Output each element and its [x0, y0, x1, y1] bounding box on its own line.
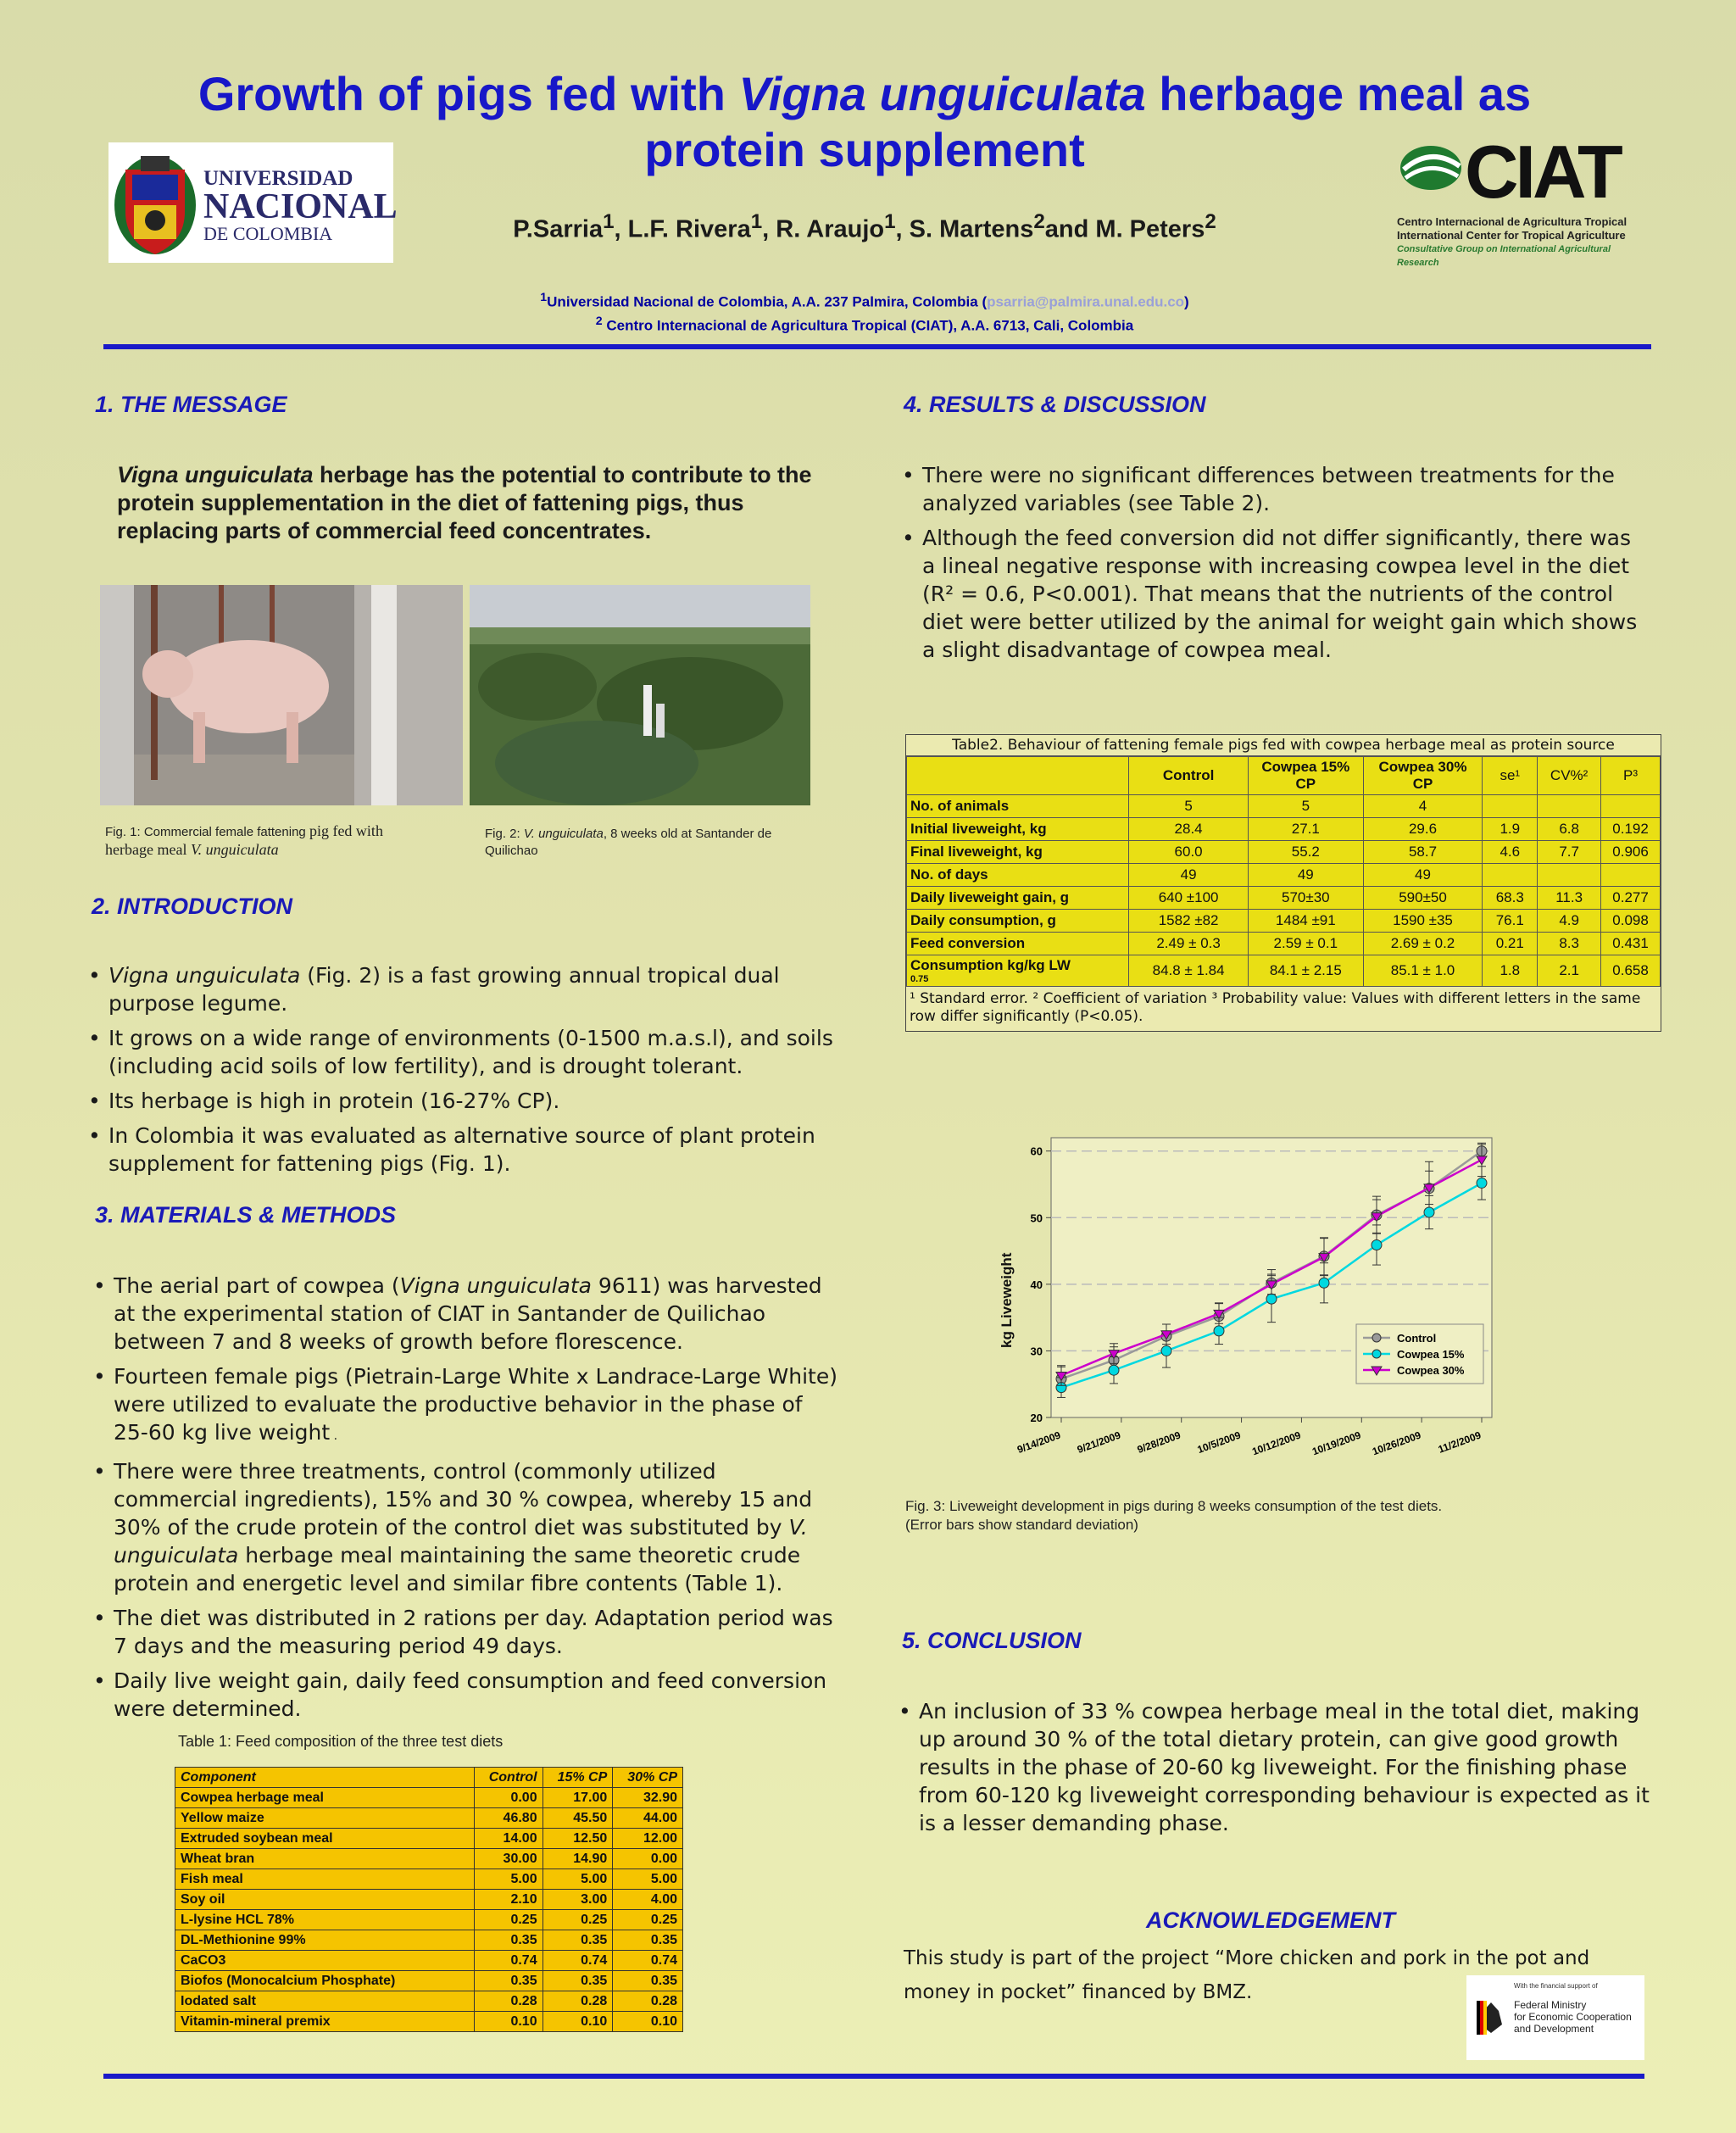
- table-cell: 0.277: [1601, 887, 1661, 910]
- table-cell: 0.10: [542, 2012, 613, 2032]
- table-cell: Daily liveweight gain, g: [907, 887, 1129, 910]
- table-cell: 0.28: [475, 1991, 543, 2012]
- table-header-row: [175, 1768, 683, 1788]
- table-cell: 58.7: [1363, 841, 1483, 864]
- table-cell: 0.74: [613, 1951, 683, 1971]
- table-cell: 49: [1363, 864, 1483, 887]
- table-cell: 11.3: [1538, 887, 1601, 910]
- chart-x-tick-label: 10/19/2009: [1310, 1428, 1363, 1458]
- table-cell: 32.90: [613, 1788, 683, 1808]
- table-cell: 1484 ±91: [1248, 910, 1363, 933]
- table-cell: Vitamin-mineral premix: [175, 2012, 475, 2032]
- table-cell: 0.74: [542, 1951, 613, 1971]
- table2-footnote: ¹ Standard error. ² Coefficient of variation ³ Probability value: Values with different letters in the same row differ significantly (P<0.05).: [910, 990, 1641, 1025]
- table-cell: 0.28: [542, 1991, 613, 2012]
- acknowledgement-heading: ACKNOWLEDGEMENT: [1146, 1907, 1395, 1933]
- table-header-cell: Control: [1129, 757, 1249, 795]
- title-line2: protein supplement: [644, 123, 1085, 176]
- author-name: L.F. Rivera: [627, 215, 751, 243]
- chart-legend-label: Cowpea 30%: [1397, 1364, 1465, 1377]
- table-cell: L-lysine HCL 78%: [175, 1910, 475, 1930]
- table-cell: Final liveweight, kg: [907, 841, 1129, 864]
- table-row: [175, 1991, 683, 2012]
- methods-list: [93, 1272, 839, 1729]
- table-cell: 2.69 ± 0.2: [1363, 933, 1483, 955]
- table-cell: 0.35: [542, 1930, 613, 1951]
- table-cell: No. of days: [907, 864, 1129, 887]
- message-text: Vigna unguiculata herbage has the potential to contribute to the protein supplementation in the diet of fattening pigs, thus replacing parts of commercial feed concentrates.: [117, 462, 812, 543]
- table-row: [907, 841, 1661, 864]
- list-item: • There were three treatments, control (commonly utilized commercial ingredients), 15% and 30 % cowpea, whereby 15 and 30% of the crude protein of the control diet was substituted by V. unguiculata herbage meal maintaining the same theoretic crude protein and energetic level and similar fibre contents (Table 1).: [93, 1457, 839, 1597]
- table-header-cell: 30% CP: [613, 1768, 683, 1788]
- table-cell: 1590 ±35: [1363, 910, 1483, 933]
- author-affiliation-mark: 1: [603, 210, 615, 233]
- author-name: M. Peters: [1095, 215, 1205, 243]
- fig3-caption: Fig. 3: Liveweight development in pigs during 8 weeks consumption of the test diets. (Error bars show standard deviation): [905, 1498, 1443, 1533]
- table-cell: [1601, 795, 1661, 818]
- chart-point: [1214, 1326, 1224, 1336]
- fig2-caption: Fig. 2: V. unguiculata, 8 weeks old at Santander de Quilichao: [485, 827, 772, 858]
- table-cell: Feed conversion: [907, 933, 1129, 955]
- table-cell: Wheat bran: [175, 1849, 475, 1869]
- author-affiliation-mark: 2: [1033, 210, 1045, 233]
- table-cell: 27.1: [1248, 818, 1363, 841]
- table-cell: 1.9: [1483, 818, 1538, 841]
- author-affiliation-mark: 1: [750, 210, 763, 233]
- table-cell: 84.8 ± 1.84: [1129, 955, 1249, 987]
- table-row: [175, 1788, 683, 1808]
- table-cell: Daily consumption, g: [907, 910, 1129, 933]
- footer-divider: [103, 2074, 1644, 2079]
- table-cell: 14.90: [542, 1849, 613, 1869]
- table-cell: 5.00: [475, 1869, 543, 1890]
- table-cell: [1538, 795, 1601, 818]
- chart-x-tick-label: 9/28/2009: [1135, 1428, 1182, 1456]
- table-cell: 12.50: [542, 1829, 613, 1849]
- table-cell: 44.00: [613, 1808, 683, 1829]
- table-cell: 2.1: [1538, 955, 1601, 987]
- list-item: • Although the feed conversion did not differ significantly, there was a lineal negative response with increasing cowpea level in the diet (R² = 0.6, P<0.001). That means that the nutrients of the control diet were better utilized by the animal for weight gain which shows a slight disadvantage of cowpea meal.: [902, 524, 1648, 664]
- table-cell: 5.00: [542, 1869, 613, 1890]
- table-cell: [1483, 864, 1538, 887]
- ciat-logo: CIAT Centro Internacional de Agricultura Tropical International Center for Tropical Agriculture Consultative Group on International Agricultural Research: [1397, 130, 1628, 268]
- table-cell: 4.9: [1538, 910, 1601, 933]
- table-cell: DL-Methionine 99%: [175, 1930, 475, 1951]
- table-row: [175, 1829, 683, 1849]
- table-cell: 0.00: [475, 1788, 543, 1808]
- chart-point: [1319, 1278, 1329, 1288]
- fig1-pig-photo: [100, 585, 463, 805]
- table-cell: Initial liveweight, kg: [907, 818, 1129, 841]
- table-header-cell: Cowpea 15% CP: [1248, 757, 1363, 795]
- list-item: • The diet was distributed in 2 rations per day. Adaptation period was 7 days and the measuring period 49 days.: [93, 1604, 839, 1660]
- table-row: [907, 887, 1661, 910]
- table-cell: 49: [1129, 864, 1249, 887]
- table-header-cell: Component: [175, 1768, 475, 1788]
- table-cell: Biofos (Monocalcium Phosphate): [175, 1971, 475, 1991]
- list-item: • Daily live weight gain, daily feed consumption and feed conversion were determined.: [93, 1667, 839, 1723]
- table-cell: Yellow maize: [175, 1808, 475, 1829]
- author-affiliation-mark: 2: [1205, 210, 1216, 233]
- ciat-wordmark: CIAT: [1465, 130, 1620, 214]
- chart-x-tick-label: 11/2/2009: [1436, 1428, 1483, 1456]
- table-cell: [1601, 864, 1661, 887]
- unal-wordmark: UNIVERSIDAD NACIONAL DE COLOMBIA: [203, 167, 398, 244]
- table-row: [175, 1808, 683, 1829]
- table-cell: 30.00: [475, 1849, 543, 1869]
- author-affiliation-mark: 1: [884, 210, 896, 233]
- exponent-label: 0.75: [910, 974, 929, 984]
- table-cell: 0.00: [613, 1849, 683, 1869]
- table-cell: 5: [1129, 795, 1249, 818]
- chart-x-tick-label: 10/26/2009: [1370, 1428, 1423, 1458]
- table-row: [907, 933, 1661, 955]
- section-heading-conclusion: 5. CONCLUSION: [902, 1628, 1082, 1653]
- table-cell: 4: [1363, 795, 1483, 818]
- author-name: P.Sarria: [513, 215, 604, 243]
- title-italic: Vigna unguiculata: [738, 67, 1146, 120]
- unal-crest-icon: [108, 144, 202, 263]
- table-cell: 17.00: [542, 1788, 613, 1808]
- chart-y-tick-label: 50: [1030, 1211, 1043, 1225]
- table-cell: 0.25: [613, 1910, 683, 1930]
- table-cell: Iodated salt: [175, 1991, 475, 2012]
- conclusion-list: [899, 1697, 1653, 1844]
- fig1-caption: Fig. 1: Commercial female fattening pig fed with herbage meal V. unguiculata: [105, 822, 383, 858]
- chart-y-tick-label: 30: [1030, 1345, 1043, 1358]
- chart-point: [1266, 1294, 1277, 1304]
- table-cell: 68.3: [1483, 887, 1538, 910]
- list-item: • It grows on a wide range of environments (0-1500 m.a.s.l), and soils (including acid soils of low fertility), and is drought tolerant.: [88, 1024, 834, 1080]
- table-header-cell: CV%²: [1538, 757, 1601, 795]
- table2-title: Table2. Behaviour of fattening female pigs fed with cowpea herbage meal as protein source: [906, 735, 1661, 756]
- table-cell: CaCO3: [175, 1951, 475, 1971]
- table-cell: 0.658: [1601, 955, 1661, 987]
- table-cell: 0.25: [475, 1910, 543, 1930]
- section-heading-results: 4. RESULTS & DISCUSSION: [904, 392, 1206, 417]
- acknowledgement-text: This study is part of the project “More chicken and pork in the pot and money in pocket” financed by BMZ.: [904, 1947, 1590, 2003]
- table-cell: 2.59 ± 0.1: [1248, 933, 1363, 955]
- chart-x-tick-label: 10/5/2009: [1195, 1428, 1243, 1456]
- table-cell: 2.10: [475, 1890, 543, 1910]
- table-cell: 8.3: [1538, 933, 1601, 955]
- table-cell: 0.21: [1483, 933, 1538, 955]
- list-item: • In Colombia it was evaluated as alternative source of plant protein supplement for fattening pigs (Fig. 1).: [88, 1122, 834, 1178]
- table-cell: 45.50: [542, 1808, 613, 1829]
- chart-point: [1109, 1365, 1119, 1375]
- table-cell: [1538, 864, 1601, 887]
- table2-box: [905, 734, 1661, 1032]
- table-cell: 12.00: [613, 1829, 683, 1849]
- table-cell: 85.1 ± 1.0: [1363, 955, 1483, 987]
- table-cell: Cowpea herbage meal: [175, 1788, 475, 1808]
- chart-legend-label: Cowpea 15%: [1397, 1348, 1465, 1361]
- table-header-cell: se¹: [1483, 757, 1538, 795]
- table-row: [175, 1890, 683, 1910]
- list-item: • There were no significant differences between treatments for the analyzed variables (see Table 2).: [902, 461, 1648, 517]
- chart-x-tick-label: 9/21/2009: [1075, 1428, 1122, 1456]
- table-row: [907, 795, 1661, 818]
- author-list: P.Sarria$^1$, L.F. Rivera$^1$, R. Araujo$^1$, S. Martens$^2$and M. Peters$^2$: [513, 210, 1216, 243]
- table-cell: 0.28: [613, 1991, 683, 2012]
- fig2-cowpea-field-photo: [470, 585, 810, 805]
- table-cell: 0.35: [475, 1930, 543, 1951]
- table1-caption: Table 1: Feed composition of the three test diets: [178, 1733, 504, 1750]
- table-cell: 2.49 ± 0.3: [1129, 933, 1249, 955]
- table-cell: 570±30: [1248, 887, 1363, 910]
- list-item: • An inclusion of 33 % cowpea herbage meal in the total diet, making up around 30 % of the total dietary protein, can give good growth results in the phase of 20-60 kg liveweight. For the finishing phase from 60-120 kg liveweight corresponding behaviour is expected as it is a lesser demanding phase.: [899, 1697, 1653, 1837]
- table-cell: 0.25: [542, 1910, 613, 1930]
- table-cell: 46.80: [475, 1808, 543, 1829]
- table-header-cell: P³: [1601, 757, 1661, 795]
- table-cell: 3.00: [542, 1890, 613, 1910]
- table-cell: 0.10: [475, 2012, 543, 2032]
- chart-y-tick-label: 60: [1030, 1144, 1043, 1158]
- table-cell: 6.8: [1538, 818, 1601, 841]
- table-cell: 590±50: [1363, 887, 1483, 910]
- table-cell: Extruded soybean meal: [175, 1829, 475, 1849]
- list-item: • Fourteen female pigs (Pietrain-Large White x Landrace-Large White) were utilized to evaluate the productive behavior in the phase of 25-60 kg live weight .: [93, 1362, 839, 1451]
- chart-y-tick-label: 20: [1030, 1412, 1043, 1424]
- table-cell: Soy oil: [175, 1890, 475, 1910]
- table-cell: 0.74: [475, 1951, 543, 1971]
- table-cell: 0.098: [1601, 910, 1661, 933]
- affiliations: $^1$Universidad Nacional de Colombia, A.A. 237 Palmira, Colombia (psarria@palmira.unal.edu.co) $^2$ Centro Internacional de Agricultura Tropical (CIAT), A.A. 6713, Cali, Colombia: [540, 291, 1189, 334]
- table-cell: 640 ±100: [1129, 887, 1249, 910]
- table-cell: 49: [1248, 864, 1363, 887]
- chart-point: [1424, 1207, 1434, 1217]
- section-heading-introduction: 2. INTRODUCTION: [92, 894, 293, 919]
- chart-point: [1161, 1345, 1171, 1356]
- table-cell: 0.35: [475, 1971, 543, 1991]
- table-cell: [1483, 795, 1538, 818]
- author-email-link[interactable]: psarria@palmira.unal.edu.co: [987, 293, 1185, 310]
- table-cell: 29.6: [1363, 818, 1483, 841]
- section-heading-message: 1. THE MESSAGE: [95, 392, 287, 417]
- table-row: [907, 910, 1661, 933]
- table2-behaviour: [906, 756, 1661, 987]
- introduction-list: [88, 961, 834, 1184]
- table-cell: 7.7: [1538, 841, 1601, 864]
- table-cell: No. of animals: [907, 795, 1129, 818]
- table-cell: 5.00: [613, 1869, 683, 1890]
- chart-y-tick-label: 40: [1030, 1278, 1043, 1291]
- table-row: [907, 955, 1661, 987]
- table-cell: 0.35: [613, 1971, 683, 1991]
- table-header-cell: Cowpea 30% CP: [1363, 757, 1483, 795]
- poster-title: Growth of pigs fed with Vigna unguiculata herbage meal as protein supplement: [198, 67, 1532, 176]
- table-cell: 0.35: [542, 1971, 613, 1991]
- table1-feed-composition: [175, 1767, 683, 2032]
- chart-legend-marker: [1372, 1334, 1381, 1342]
- table-row: [175, 2012, 683, 2032]
- table-cell: 14.00: [475, 1829, 543, 1849]
- table-row: [175, 1849, 683, 1869]
- author-name: S. Martens: [909, 215, 1034, 243]
- table-row: [175, 1910, 683, 1930]
- chart-y-axis-label: kg Liveweight: [999, 1252, 1015, 1348]
- table-cell: 0.431: [1601, 933, 1661, 955]
- table-row: [175, 1930, 683, 1951]
- table-cell: 4.00: [613, 1890, 683, 1910]
- table-cell: 5: [1248, 795, 1363, 818]
- table-header-cell: Control: [475, 1768, 543, 1788]
- section-heading-methods: 3. MATERIALS & METHODS: [95, 1202, 397, 1228]
- table-cell: 1582 ±82: [1129, 910, 1249, 933]
- list-item: • The aerial part of cowpea (Vigna unguiculata 9611) was harvested at the experimental station of CIAT in Santander de Quilichao between 7 and 8 weeks of growth before florescence.: [93, 1272, 839, 1356]
- chart-point: [1372, 1240, 1382, 1250]
- table-row: [907, 818, 1661, 841]
- table-cell: 60.0: [1129, 841, 1249, 864]
- list-item: • Its herbage is high in protein (16-27% CP).: [88, 1087, 834, 1115]
- table-cell: 76.1: [1483, 910, 1538, 933]
- author-name: R. Araujo: [776, 215, 885, 243]
- chart-x-tick-label: 10/12/2009: [1250, 1428, 1303, 1458]
- ciat-leaf-icon: [1397, 141, 1465, 200]
- table-cell: 0.10: [613, 2012, 683, 2032]
- table-cell: 4.6: [1483, 841, 1538, 864]
- chart-legend-label: Control: [1397, 1332, 1437, 1345]
- table-cell: 55.2: [1248, 841, 1363, 864]
- results-list: [902, 461, 1648, 671]
- table-cell: 0.35: [613, 1930, 683, 1951]
- table-row: [175, 1869, 683, 1890]
- table-cell: 0.906: [1601, 841, 1661, 864]
- table-row: [907, 864, 1661, 887]
- table-cell: 0.192: [1601, 818, 1661, 841]
- table-row: [175, 1971, 683, 1991]
- chart-legend-marker: [1372, 1350, 1381, 1358]
- fig3-liveweight-chart: [992, 1119, 1534, 1475]
- table-header-cell: [907, 757, 1129, 795]
- chart-x-tick-label: 9/14/2009: [1015, 1428, 1063, 1456]
- table-cell: 28.4: [1129, 818, 1249, 841]
- table-cell: 1.8: [1483, 955, 1538, 987]
- table-cell: Fish meal: [175, 1869, 475, 1890]
- table-header-row: [907, 757, 1661, 795]
- bmz-logo: With the financial support of Federal Ministry for Economic Cooperation and Development: [1466, 1975, 1644, 2060]
- table-row: [175, 1951, 683, 1971]
- list-item: • Vigna unguiculata (Fig. 2) is a fast growing annual tropical dual purpose legume.: [88, 961, 834, 1017]
- table-header-cell: 15% CP: [542, 1768, 613, 1788]
- table-cell: 84.1 ± 2.15: [1248, 955, 1363, 987]
- table-cell: Consumption kg/kg LW 0.75: [907, 955, 1129, 987]
- header-divider: [103, 344, 1651, 349]
- chart-point: [1477, 1178, 1487, 1188]
